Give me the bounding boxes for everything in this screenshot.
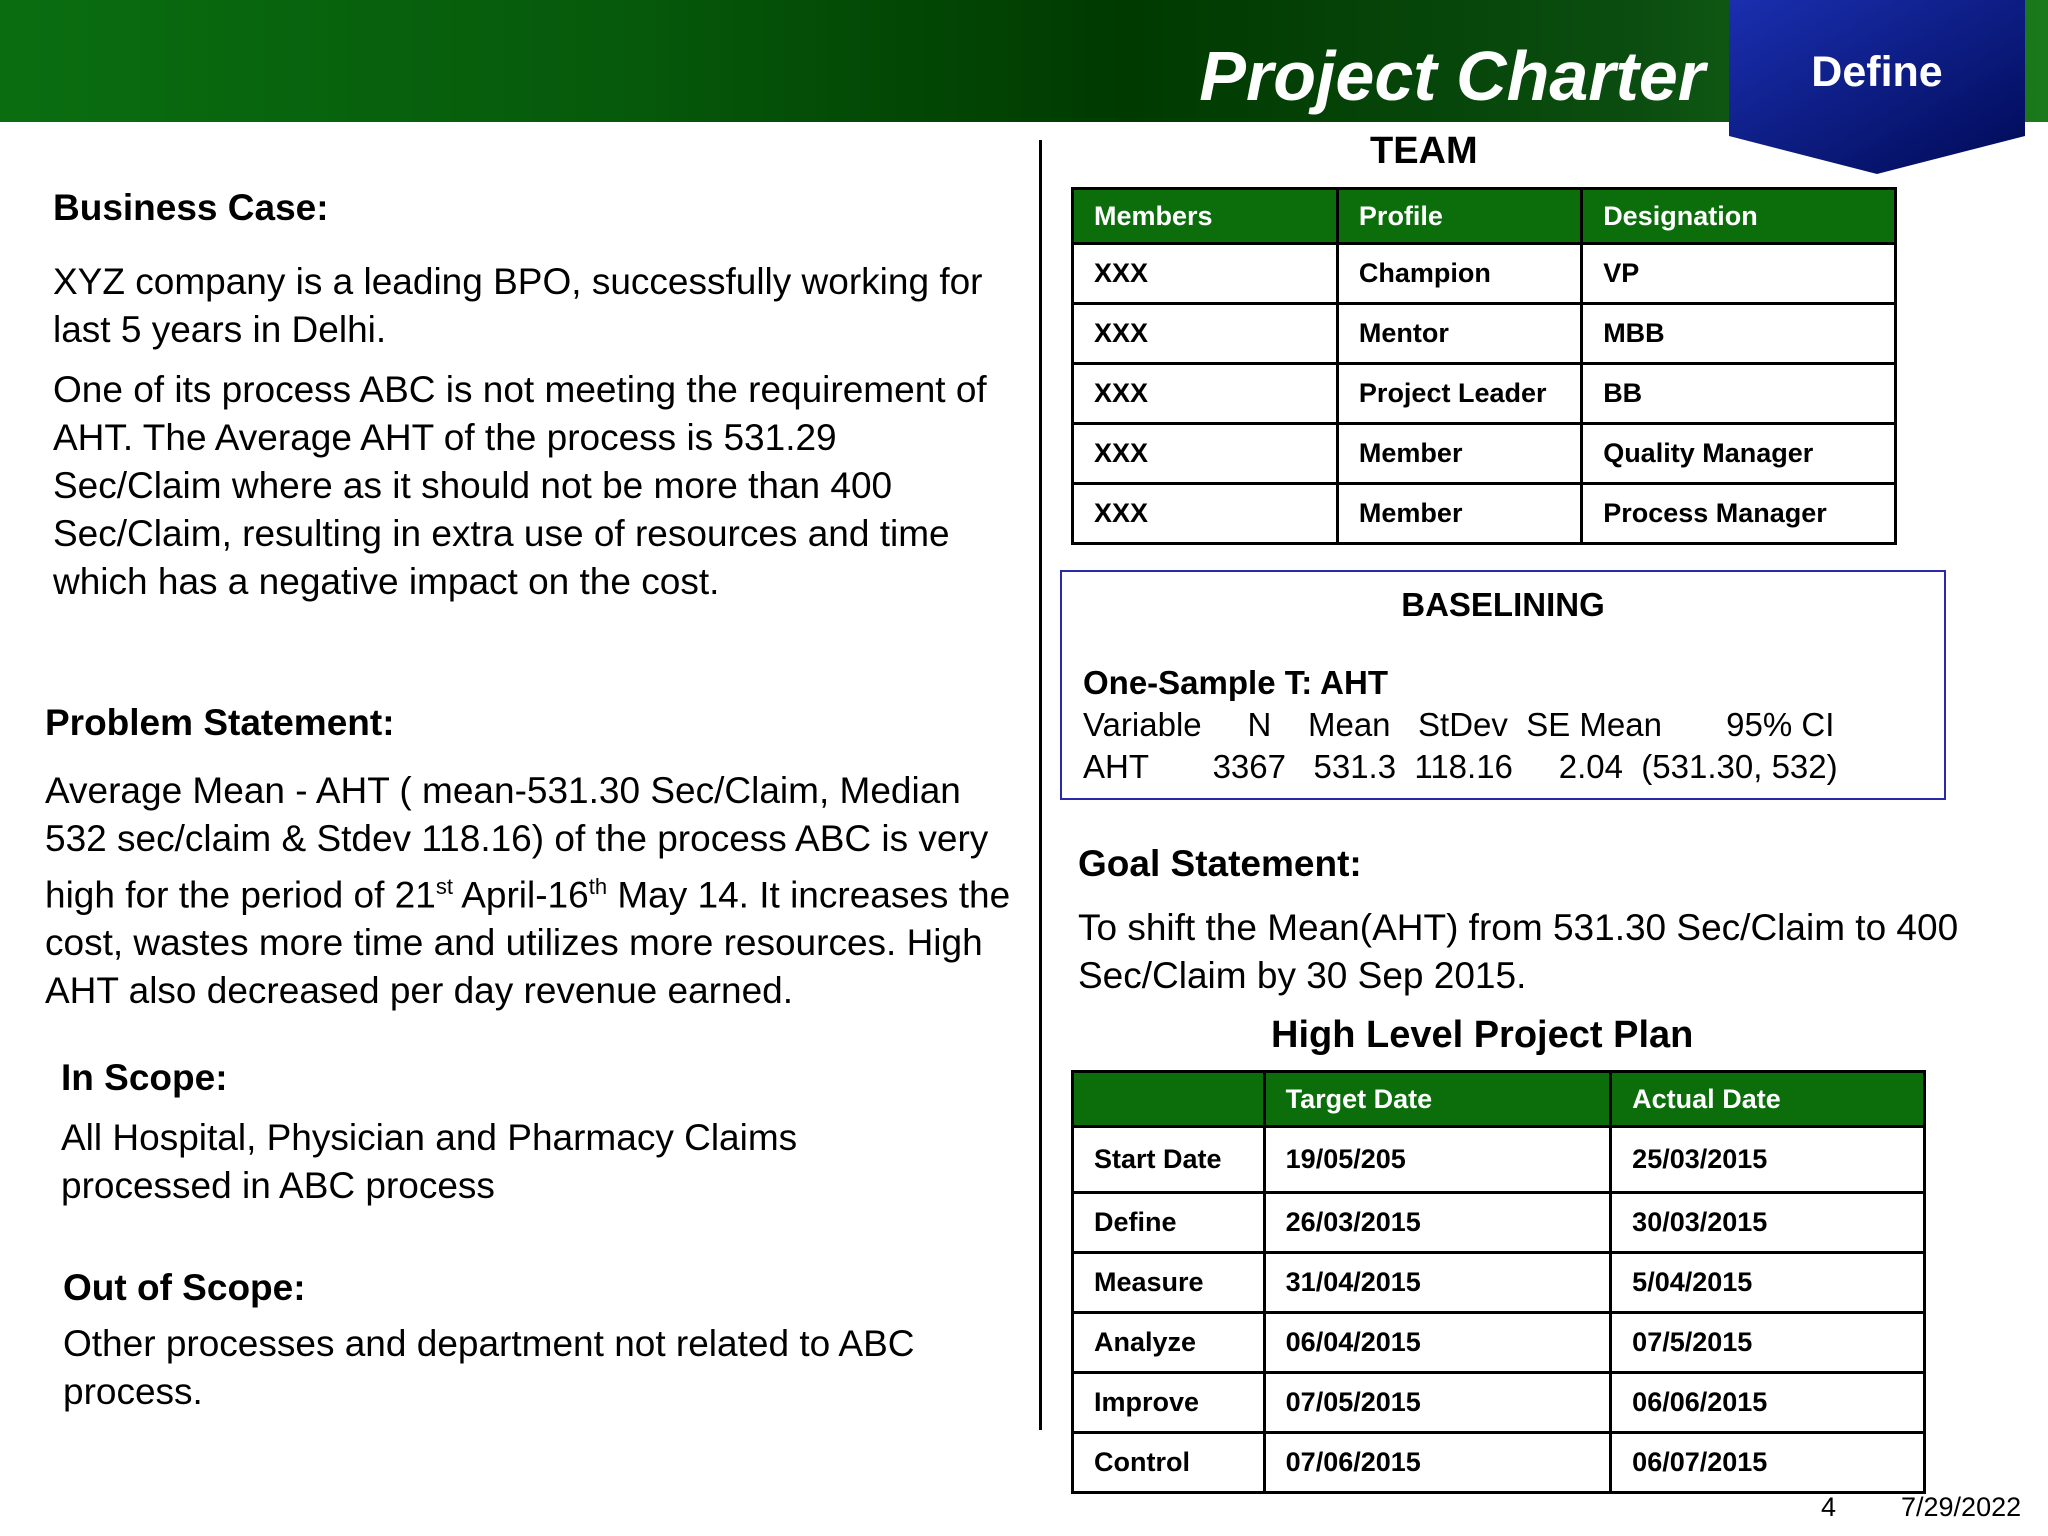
baselining-data-row: AHT 3367 531.3 118.16 2.04 (531.30, 532) [1083,748,1838,785]
table-row [1073,1373,1925,1433]
problem-sup1: st [435,874,453,899]
team-table [1071,187,1897,545]
plan-cell: 19/05/205 [1264,1127,1611,1193]
team-header-profile: Profile [1337,189,1581,244]
plan-cell: Measure [1073,1253,1265,1313]
problem-statement-body [45,767,1020,1015]
plan-cell: 07/05/2015 [1264,1373,1611,1433]
plan-cell: 25/03/2015 [1611,1127,1925,1193]
team-cell: Process Manager [1582,484,1896,544]
footer-date: 7/29/2022 [1901,1492,2022,1522]
team-cell: XXX [1073,424,1338,484]
problem-text-part3: May 14. It increases the cost, wastes more time and utilizes more resources. High AHT also decreased per day revenue earned. [45,874,1011,1012]
team-cell: XXX [1073,484,1338,544]
problem-text-part1: Average Mean - AHT ( mean-531.30 Sec/Claim, Median 532 sec/claim & Stdev 118.16) of the process ABC is very high for the period of 21 [45,770,989,916]
team-cell: Member [1337,484,1581,544]
table-row [1073,484,1896,544]
team-header-row [1073,189,1896,244]
team-cell: Mentor [1337,304,1581,364]
baselining-title: BASELINING [1401,586,1605,623]
problem-text-part2: April-16 [452,874,589,916]
business-case-p2: One of its process ABC is not meeting the requirement of AHT. The Average AHT of the process is 531.29 Sec/Claim where as it should not be more than 400 Sec/Claim, resulting in extra use of resources and time which has a negative impact on the cost. [53,369,987,602]
plan-cell: 07/06/2015 [1264,1433,1611,1493]
table-row [1073,1313,1925,1373]
table-row [1073,1193,1925,1253]
project-plan-table [1071,1070,1926,1494]
plan-cell: 26/03/2015 [1264,1193,1611,1253]
table-row [1073,1127,1925,1193]
plan-cell: 07/5/2015 [1611,1313,1925,1373]
table-row [1073,1253,1925,1313]
team-cell: XXX [1073,304,1338,364]
team-cell: Champion [1337,244,1581,304]
problem-sup2: th [588,874,608,899]
table-row [1073,304,1896,364]
plan-cell: 30/03/2015 [1611,1193,1925,1253]
team-title: TEAM [1370,130,1478,172]
plan-header-row [1073,1072,1925,1127]
page-title: Project Charter [1199,37,1705,115]
team-cell: Project Leader [1337,364,1581,424]
plan-cell: Start Date [1073,1127,1265,1193]
project-plan-title: High Level Project Plan [1271,1014,1694,1056]
team-cell: VP [1582,244,1896,304]
business-case-body [53,258,1013,606]
out-of-scope-heading: Out of Scope: [63,1267,306,1308]
table-row [1073,424,1896,484]
column-divider [1039,140,1042,1430]
team-cell: XXX [1073,364,1338,424]
plan-cell: Improve [1073,1373,1265,1433]
team-header-designation: Designation [1582,189,1896,244]
baselining-subtitle: One-Sample T: AHT [1083,664,1388,701]
plan-cell: 06/04/2015 [1264,1313,1611,1373]
plan-cell: Analyze [1073,1313,1265,1373]
team-cell: Member [1337,424,1581,484]
baselining-box [1060,570,1946,800]
goal-statement-body: To shift the Mean(AHT) from 531.30 Sec/Claim to 400 Sec/Claim by 30 Sep 2015. [1078,907,1959,996]
baselining-header-row: Variable N Mean StDev SE Mean 95% CI [1083,706,1835,743]
in-scope-body: All Hospital, Physician and Pharmacy Claims processed in ABC process [61,1117,798,1206]
team-header-members: Members [1073,189,1338,244]
team-cell: XXX [1073,244,1338,304]
business-case-heading: Business Case: [53,187,329,228]
problem-statement-heading: Problem Statement: [45,702,395,743]
table-row [1073,364,1896,424]
in-scope-heading: In Scope: [61,1057,228,1098]
plan-cell: 06/07/2015 [1611,1433,1925,1493]
plan-cell: Define [1073,1193,1265,1253]
business-case-p1: XYZ company is a leading BPO, successfully working for last 5 years in Delhi. [53,261,983,350]
goal-statement-heading: Goal Statement: [1078,843,1362,884]
plan-cell: Control [1073,1433,1265,1493]
define-badge [1729,0,2025,174]
plan-cell: 06/06/2015 [1611,1373,1925,1433]
team-cell: BB [1582,364,1896,424]
plan-header-actual: Actual Date [1611,1072,1925,1127]
team-cell: MBB [1582,304,1896,364]
plan-cell: 5/04/2015 [1611,1253,1925,1313]
table-row [1073,1433,1925,1493]
plan-header-target: Target Date [1264,1072,1611,1127]
team-cell: Quality Manager [1582,424,1896,484]
plan-cell: 31/04/2015 [1264,1253,1611,1313]
plan-header-phase [1073,1072,1265,1127]
page-number: 4 [1821,1492,1837,1522]
out-of-scope-body: Other processes and department not related to ABC process. [63,1323,915,1412]
table-row [1073,244,1896,304]
define-badge-label: Define [1811,48,1943,96]
